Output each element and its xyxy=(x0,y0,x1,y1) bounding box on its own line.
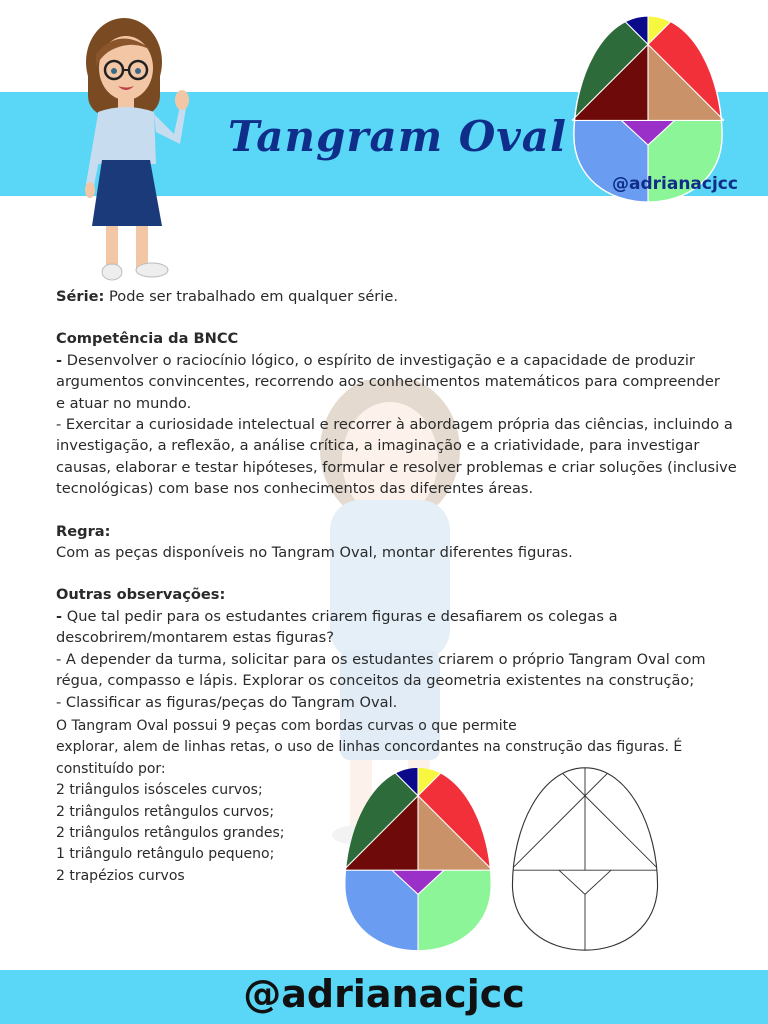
description-line3: constituído por: xyxy=(56,760,166,777)
bncc-item1-line1 xyxy=(56,350,746,371)
teacher-avatar xyxy=(76,14,196,286)
regra-heading: Regra: xyxy=(56,522,111,540)
outras-item2-line1: - A depender da turma, solicitar para os estudantes criarem o próprio Tangram Oval com xyxy=(56,650,706,668)
serie-label: Série: xyxy=(56,288,105,305)
bncc-item2-line1: - Exercitar a curiosidade intelectual e recorrer à abordagem própria das ciências, incluindo a xyxy=(56,416,733,434)
bncc-item1-text: Desenvolver o raciocínio lógico, o espírito de investigação e a capacidade de produzir xyxy=(62,351,695,369)
description-line2: explorar, alem de linhas retas, o uso de linhas concordantes na construção das figuras. É xyxy=(56,739,683,756)
outras-heading: Outras observações: xyxy=(56,586,226,604)
pieces-item: 2 triângulos retângulos curvos; xyxy=(56,803,275,820)
bncc-item1-line2: argumentos convincentes, recorrendo aos conhecimentos matemáticos para compreender xyxy=(56,373,720,391)
outras-item1-line2: descobrirem/montarem estas figuras? xyxy=(56,629,334,647)
outras-item2-line2: régua, compasso e lápis. Explorar os conceitos da geometria existentes na construção; xyxy=(56,672,695,690)
serie-text: Pode ser trabalhado em qualquer série. xyxy=(104,288,398,305)
pieces-item: 2 triângulos isósceles curvos; xyxy=(56,782,263,799)
regra-text: Com as peças disponíveis no Tangram Oval, montar diferentes figuras. xyxy=(56,544,573,562)
pieces-item: 1 triângulo retângulo pequeno; xyxy=(56,846,275,863)
description-line1: O Tangram Oval possui 9 peças com bordas curvas o que permite xyxy=(56,718,517,734)
main-content xyxy=(56,286,746,713)
tangram-egg-colored xyxy=(340,766,496,952)
footer-handle: @adrianacjcc xyxy=(243,972,525,1016)
serie-line xyxy=(56,286,746,307)
bncc-item1-line3: e atuar no mundo. xyxy=(56,394,192,412)
page-title: Tangram Oval xyxy=(228,112,567,161)
bncc-item2-line4: tecnológicas) com base nos conhecimentos das diferentes áreas. xyxy=(56,480,534,498)
outras-item1-text: Que tal pedir para os estudantes criarem figuras e desafiarem os colegas a xyxy=(62,607,618,625)
pieces-item: 2 triângulos retângulos grandes; xyxy=(56,825,285,842)
outras-item1-line1 xyxy=(56,606,746,627)
header-handle: @adrianacjcc xyxy=(612,174,738,194)
pieces-item: 2 trapézios curvos xyxy=(56,867,185,884)
outras-item1-dash: - xyxy=(56,607,63,625)
outras-item3: - Classificar as figuras/peças do Tangram Oval. xyxy=(56,693,398,711)
bncc-item2-line3: causas, elaborar e testar hipóteses, formular e resolver problemas e criar soluções (inclusive xyxy=(56,458,737,476)
bncc-heading: Competência da BNCC xyxy=(56,330,239,348)
bncc-item2-line2: investigação, a reflexão, a análise crítica, a imaginação e a criatividade, para investigar xyxy=(56,437,700,455)
bncc-item1-dash: - xyxy=(56,351,63,369)
tangram-egg-outline xyxy=(508,766,662,952)
